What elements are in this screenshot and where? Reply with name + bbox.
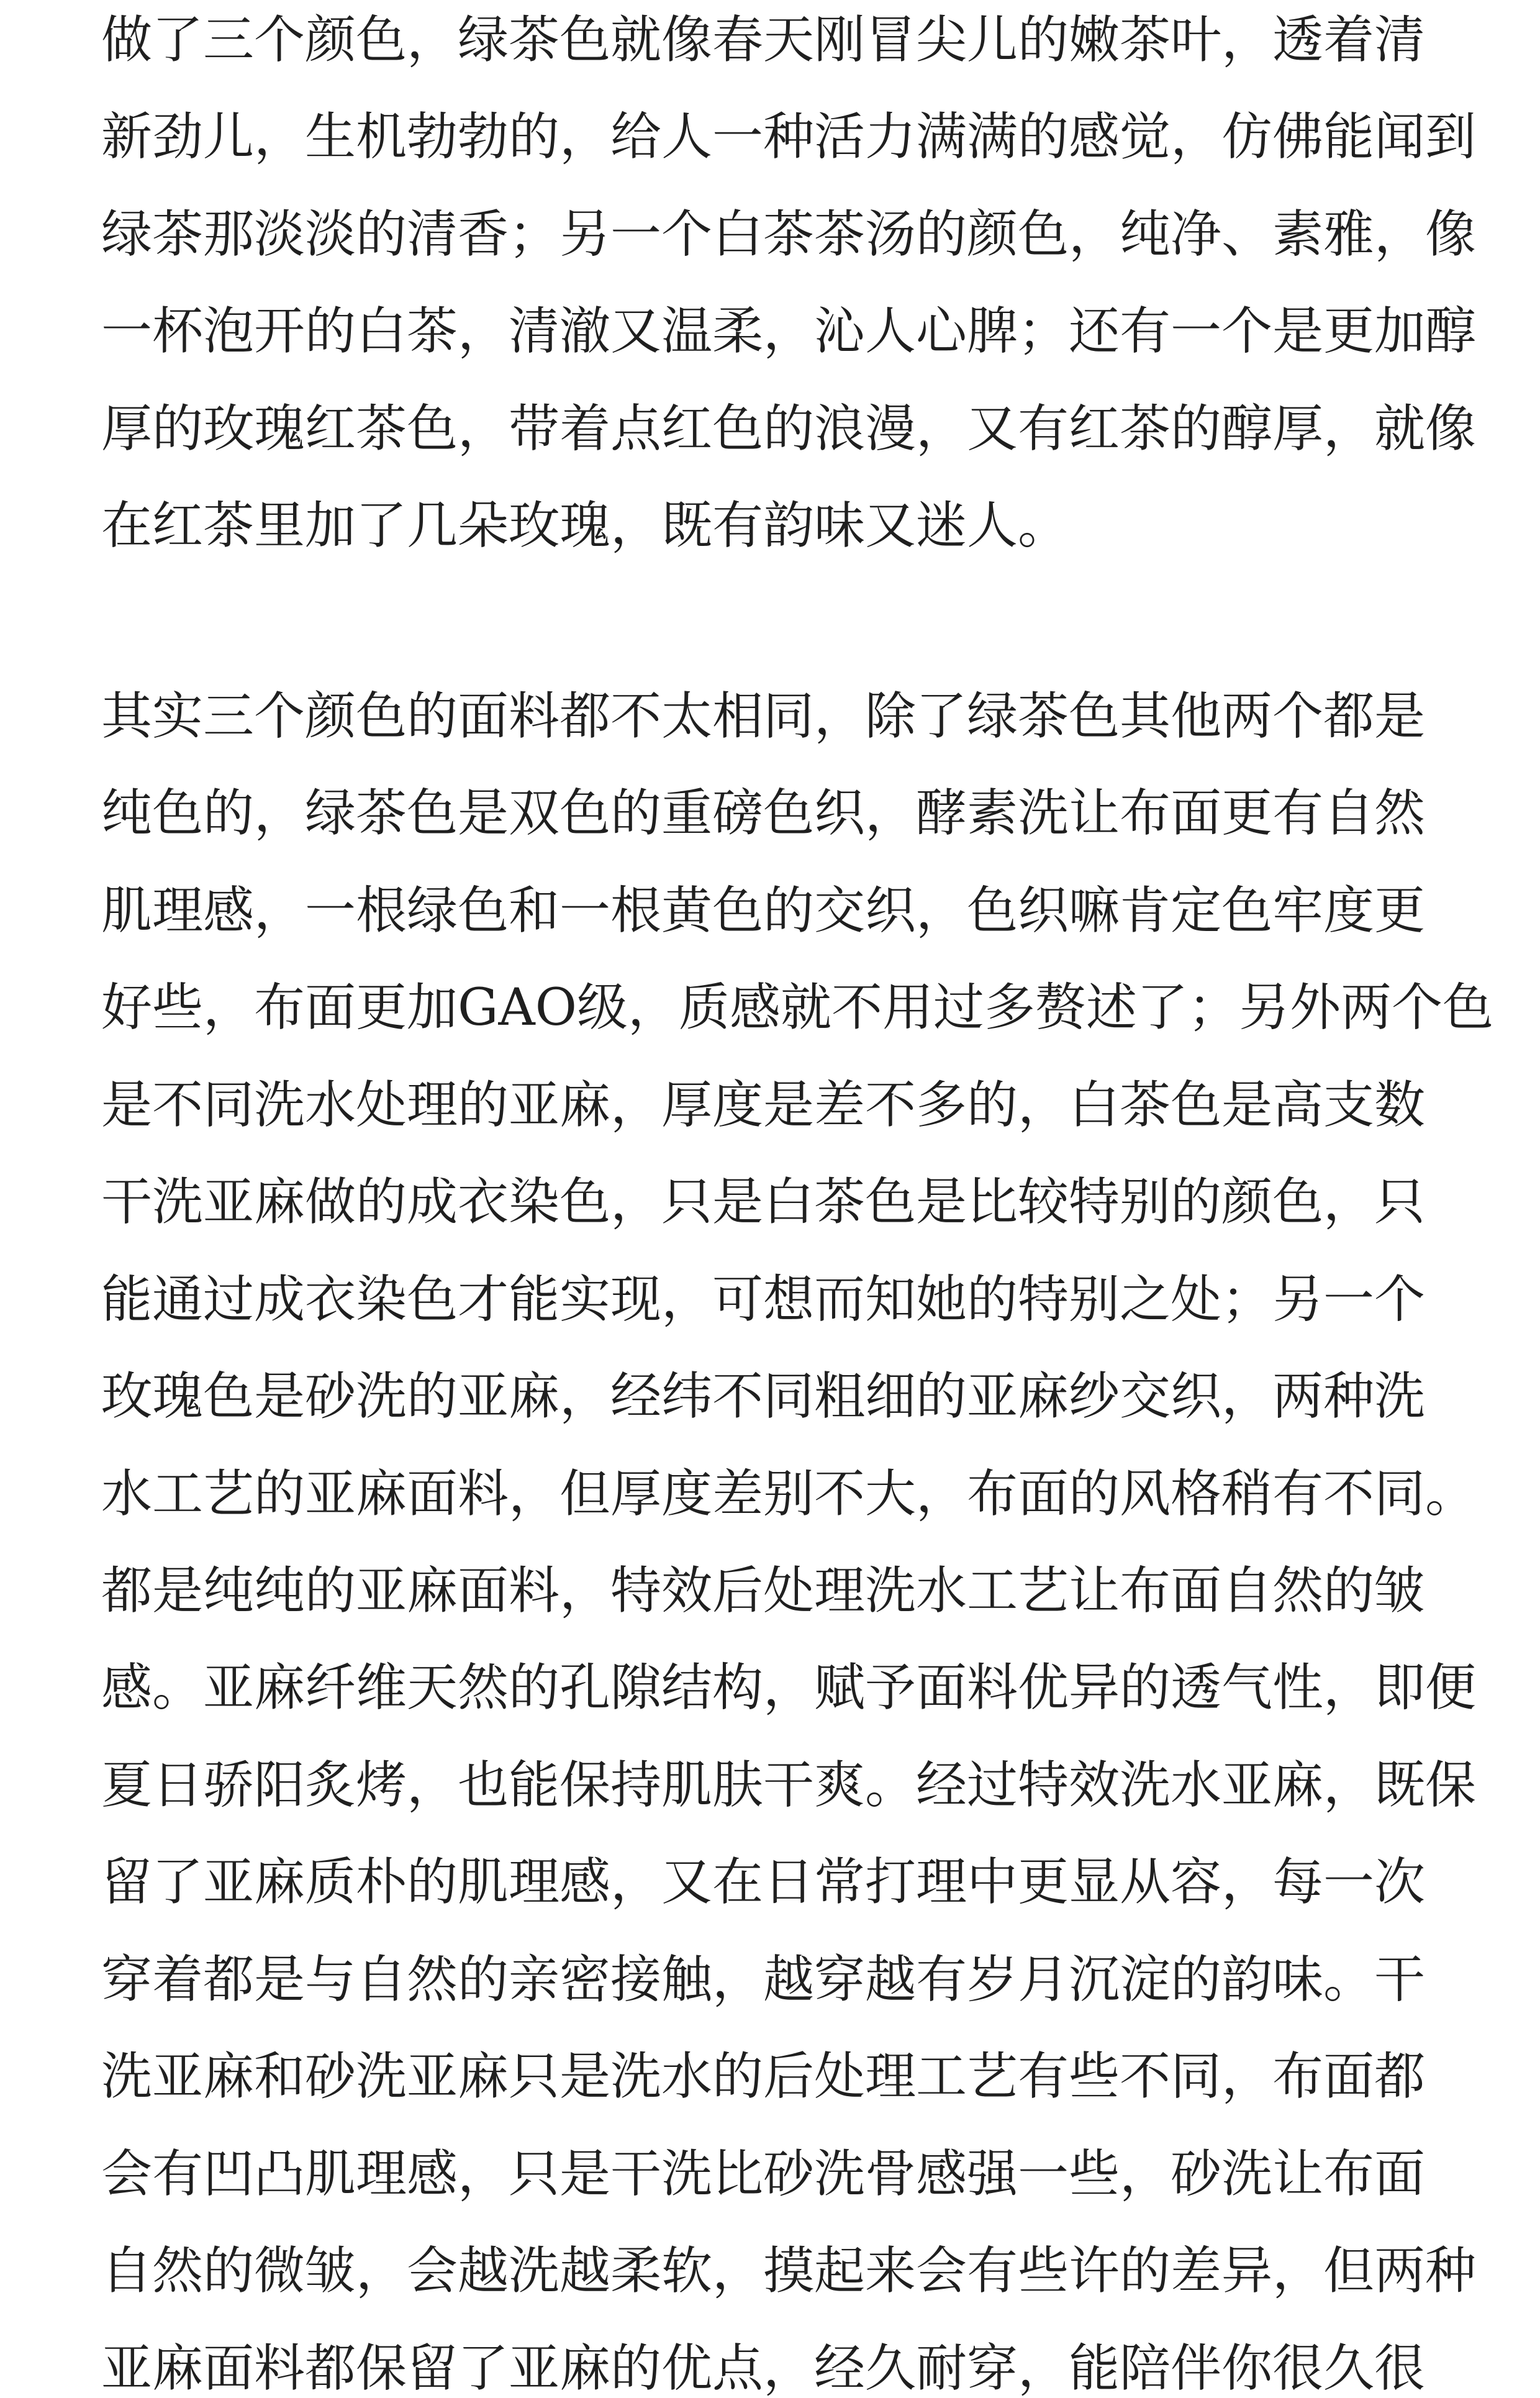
text-line: 留了亚麻质朴的肌理感，又在日常打理中更显从容，每一次 bbox=[101, 1853, 1426, 1912]
text-line: 亚麻面料都保留了亚麻的优点，经久耐穿，能陪伴你很久很 bbox=[101, 2339, 1426, 2398]
text-line: 新劲儿，生机勃勃的，给人一种活力满满的感觉，仿佛能闻到 bbox=[101, 107, 1477, 166]
text-line: 是不同洗水处理的亚麻，厚度是差不多的，白茶色是高支数 bbox=[101, 1076, 1426, 1135]
text-line: 好些，布面更加GAO级，质感就不用过多赘述了；另外两个色 bbox=[101, 978, 1493, 1037]
text-line: 会有凹凸肌理感，只是干洗比砂洗骨感强一些，砂洗让布面 bbox=[101, 2145, 1426, 2204]
text-line: 水工艺的亚麻面料，但厚度差别不大，布面的风格稍有不同。 bbox=[101, 1465, 1477, 1524]
text-line: 自然的微皱，会越洗越柔软，摸起来会有些许的差异，但两种 bbox=[101, 2241, 1477, 2300]
text-line: 感。亚麻纤维天然的孔隙结构，赋予面料优异的透气性，即便 bbox=[101, 1658, 1477, 1717]
text-line: 洗亚麻和砂洗亚麻只是洗水的后处理工艺有些不同，布面都 bbox=[101, 2047, 1426, 2106]
text-line: 纯色的，绿茶色是双色的重磅色织，酵素洗让布面更有自然 bbox=[101, 784, 1426, 843]
text-line: 在红茶里加了几朵玫瑰，既有韵味又迷人。 bbox=[101, 496, 1069, 555]
text-line: 夏日骄阳炙烤，也能保持肌肤干爽。经过特效洗水亚麻，既保 bbox=[101, 1756, 1477, 1815]
text-line: 绿茶那淡淡的清香；另一个白茶茶汤的颜色，纯净、素雅，像 bbox=[101, 205, 1477, 264]
text-line: 其实三个颜色的面料都不太相同，除了绿茶色其他两个都是 bbox=[101, 687, 1426, 746]
text-line: 玫瑰色是砂洗的亚麻，经纬不同粗细的亚麻纱交织，两种洗 bbox=[101, 1367, 1426, 1426]
text-line: 能通过成衣染色才能实现，可想而知她的特别之处；另一个 bbox=[101, 1270, 1426, 1329]
text-line: 一杯泡开的白茶，清澈又温柔，沁人心脾；还有一个是更加醇 bbox=[101, 302, 1477, 361]
text-line: 肌理感，一根绿色和一根黄色的交织，色织嘛肯定色牢度更 bbox=[101, 881, 1426, 940]
text-line: 干洗亚麻做的成衣染色，只是白茶色是比较特别的颜色，只 bbox=[101, 1173, 1426, 1232]
text-line: 穿着都是与自然的亲密接触，越穿越有岁月沉淀的韵味。干 bbox=[101, 1950, 1426, 2009]
text-line: 做了三个颜色，绿茶色就像春天刚冒尖儿的嫩茶叶，透着清 bbox=[101, 11, 1426, 70]
text-line: 厚的玫瑰红茶色，带着点红色的浪漫，又有红茶的醇厚，就像 bbox=[101, 399, 1477, 458]
text-line: 都是纯纯的亚麻面料，特效后处理洗水工艺让布面自然的皱 bbox=[101, 1561, 1426, 1620]
